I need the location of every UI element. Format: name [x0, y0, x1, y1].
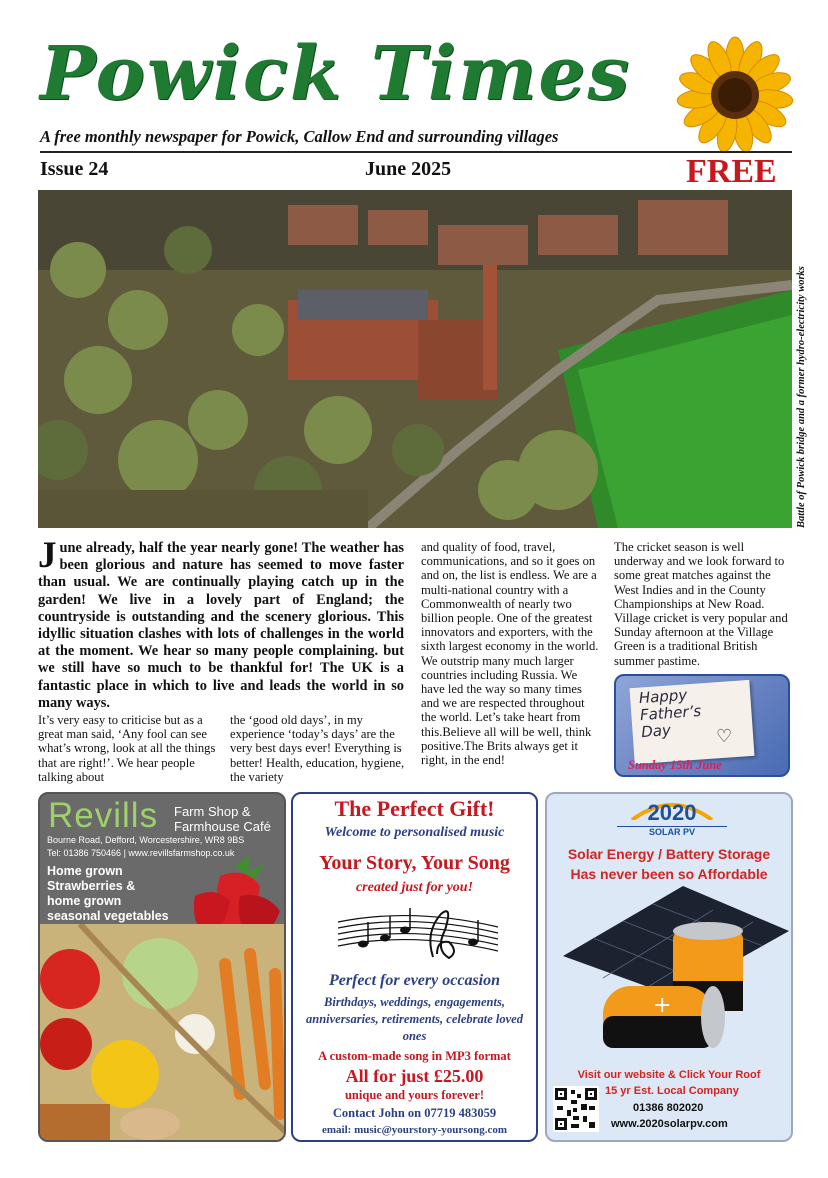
svg-text:+: +	[653, 993, 672, 1018]
qr-code-icon[interactable]	[553, 1086, 599, 1132]
revills-logo: Revills	[48, 796, 159, 835]
tagline: A free monthly newspaper for Powick, Callow End and surrounding villages	[40, 127, 559, 146]
revills-offer-line4: seasonal vegetables	[47, 909, 169, 923]
masthead-divider	[40, 151, 792, 153]
solar-headline-1: Solar Energy / Battery Storage	[567, 846, 771, 862]
solar-headline-2: Has never been so Affordable	[570, 866, 768, 882]
ad-2020-solar-pv[interactable]	[545, 792, 793, 1142]
lead-text: une already, half the year nearly gone! The weather has been glorious and nature has seemed to move faster than usual. We are continually playing catch up in the garden! We live in a lovely part of England; the countryside is outstanding and the scenery glorious. This idyllic situation clashes with lots of challenges in the world at the moment. We hear so many people complaining. but we still have so much to be thankful for! The UK is a fantastic place in which to live and leads the world in so many ways.	[38, 540, 404, 711]
revills-offer-line2: Strawberries &	[47, 879, 136, 893]
ad-your-story-your-song[interactable]	[291, 792, 538, 1142]
music-notes-icon	[333, 902, 503, 970]
issue-number: Issue 24	[40, 158, 109, 180]
newspaper-title: Powick Times	[40, 31, 632, 117]
revills-offer-line1: Home grown	[47, 864, 123, 878]
price-label: FREE	[686, 153, 777, 190]
fathers-day-box	[614, 674, 790, 777]
song-ad-events: Birthdays, weddings, engagements, anniversaries, retirements, celebrate loved ones	[306, 995, 523, 1043]
song-ad-email[interactable]: email: music@yourstory-yoursong.com	[322, 1124, 507, 1136]
song-ad-title: The Perfect Gift!	[334, 796, 495, 821]
fathers-day-line3: Day	[640, 721, 672, 742]
song-ad-contact: Contact John on 07719 483059	[332, 1106, 497, 1120]
drop-cap: J	[38, 535, 57, 576]
issue-date: June 2025	[365, 158, 452, 180]
revills-offer-line3: home grown	[47, 894, 122, 908]
song-ad-headline: Your Story, Your Song	[319, 852, 510, 874]
solar-phone: 01386 802020	[633, 1102, 704, 1114]
solar-visit: Visit our website & Click Your Roof	[577, 1069, 761, 1081]
masthead	[40, 32, 680, 132]
article-column-1: It’s very easy to criticise but as a great man said, ‘Any fool can see what’s wrong, look at all the things that are right!’. We hear people talking about	[38, 713, 216, 784]
fathers-day-greeting	[638, 686, 703, 741]
song-ad-created: created just for you!	[355, 880, 474, 895]
revills-address-line: Bourne Road, Defford, Worcestershire, WR8 9BS	[47, 835, 245, 845]
fathers-day-line1: Happy	[638, 685, 688, 708]
vegetables-photo	[40, 924, 286, 1142]
article-column-3: and quality of food, travel, communications, and so it goes on and on, the list is endless. We are a multi-national country with a Commonwealth of nearly two billion people. One of the greatest innovators and exporters, with the sixth largest economy in the world. We outstrip many much larger countries including Russia. We have led the way so many times and we are respected throughout the world. Let’s take heart from this.Believe all will be well, think positive.The Brits always get it right, in the end!	[421, 540, 599, 768]
song-ad-welcome: Welcome to personalised music	[324, 825, 505, 840]
song-ad-format: A custom-made song in MP3 format	[318, 1049, 511, 1063]
song-ad-occasion: Perfect for every occasion	[328, 972, 501, 989]
fathers-day-date: Sunday 15th June	[628, 758, 722, 772]
solar-website-link[interactable]: www.2020solarpv.com	[611, 1118, 728, 1130]
revills-contact-line: Tel: 01386 750466 | www.revillsfarmshop.co.uk	[47, 848, 235, 858]
solar-logo-number: 2020	[647, 800, 697, 825]
sunflower-icon	[676, 36, 794, 154]
revills-offer	[47, 864, 197, 924]
aerial-photo	[38, 190, 792, 528]
article-column-2: the ‘good old days’, in my experience ‘today’s days’ are the very best days ever! Everything is better! Health, education, hygiene, the variety	[230, 713, 405, 784]
photo-caption: Battle of Powick bridge and a former hydro-electricity works	[796, 266, 807, 528]
song-ad-unique: unique and yours forever!	[344, 1088, 484, 1102]
fathers-day-line2: Father’s	[639, 701, 702, 725]
revills-sub-line2: Farmhouse Café	[174, 819, 271, 834]
solar-established: 15 yr Est. Local Company	[605, 1085, 739, 1097]
solar-battery-illustration	[553, 886, 789, 1066]
revills-subtitle	[174, 804, 271, 834]
article-lead	[38, 535, 404, 712]
solar-logo	[617, 800, 727, 842]
article-column-4: The cricket season is well underway and we look forward to some great matches against the West Indies and in the County Championships at New Road. Village cricket is very popular and Sunday afternoon at the Village Green is a traditional British summer pastime.	[614, 540, 788, 668]
heart-icon: ♡	[716, 726, 733, 746]
solar-logo-sub: SOLAR PV	[617, 826, 727, 837]
revills-sub-line1: Farm Shop &	[174, 804, 251, 819]
song-ad-price: All for just £25.00	[345, 1066, 484, 1086]
ad-revills-farm-shop[interactable]	[38, 792, 286, 1142]
